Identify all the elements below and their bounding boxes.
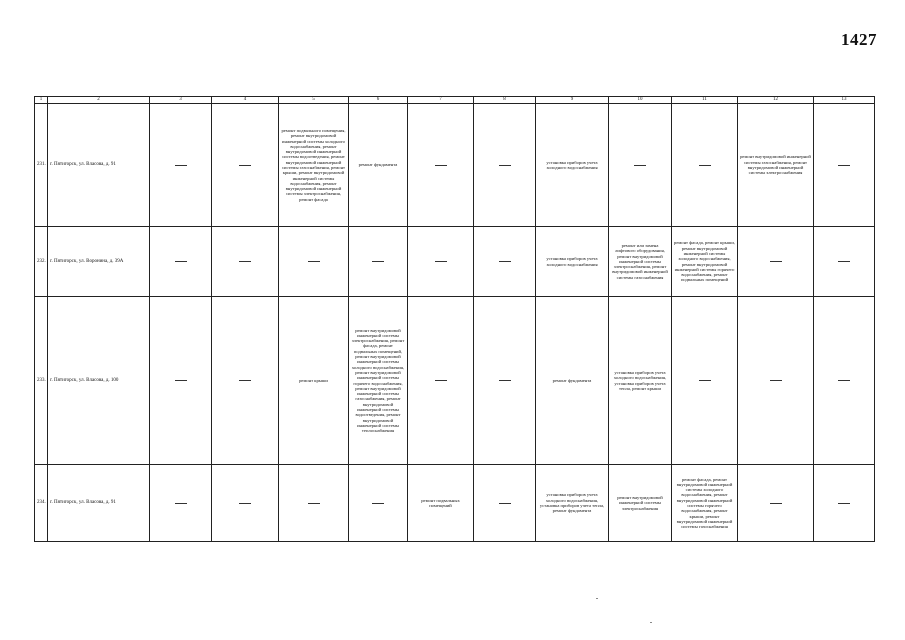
work-cell [609,465,672,542]
column-number: 5 [279,97,349,104]
empty-cell [212,465,279,542]
dash-mark [499,261,511,262]
work-text: установка приборов учета холодного водоснабжения [546,159,598,170]
dash-mark [838,380,850,381]
empty-cell [408,297,474,465]
empty-cell [474,104,536,227]
column-number: 1 [35,97,48,104]
table-row [35,297,875,465]
row-number: 233. [35,297,48,465]
address-cell: г. Пятигорск, ул. Власова, д. 91 [48,104,150,227]
dash-mark [239,165,251,166]
column-number: 4 [212,97,279,104]
work-cell [672,227,738,297]
empty-cell [349,227,408,297]
work-cell [738,104,814,227]
empty-cell [474,297,536,465]
work-text: установка приборов учета холодного водоснабжения, установка приборов учета тепла, ремонт крыши [613,369,667,391]
work-cell [536,227,609,297]
column-number: 2 [48,97,150,104]
dash-mark [308,261,320,262]
dash-mark [770,261,782,262]
page-number: 1427 [841,30,877,49]
dash-mark [435,165,447,166]
empty-cell [814,104,875,227]
empty-cell [349,465,408,542]
work-cell [349,104,408,227]
dash-mark [372,261,384,262]
dash-mark [239,503,251,504]
address-cell: г. Пятигорск, ул. Власова, д. 100 [48,297,150,465]
work-text: ремонт фундамента [552,377,592,383]
scan-speck [650,622,652,623]
work-cell [672,465,738,542]
scan-speck [596,598,598,599]
dash-mark [435,380,447,381]
dash-mark [175,380,187,381]
dash-mark [838,503,850,504]
work-cell [279,297,349,465]
work-text: ремонт фасада, ремонт крыши, ремонт внутридомовой инженерной системы холодного водоснабжения, ремонт внутридомовой инженерной системы горячего водоснабжения, ремонт подвальных помещений [674,240,735,283]
work-text: ремонт крыши [299,377,328,383]
dash-mark [699,380,711,381]
column-number: 3 [150,97,212,104]
empty-cell [279,465,349,542]
dash-mark [499,165,511,166]
dash-mark [499,503,511,504]
empty-cell [672,297,738,465]
dash-mark [838,165,850,166]
column-number: 10 [609,97,672,104]
work-text: ремонт внутридомовой инженерной системы газоснабжения, ремонт внутридомовой инженерной системы электроснабжения [740,154,811,176]
empty-cell [212,227,279,297]
empty-cell [474,465,536,542]
empty-cell [212,104,279,227]
dash-mark [499,380,511,381]
work-text: ремонт подвальных помещений [421,497,460,508]
work-cell [349,297,408,465]
table-row [35,104,875,227]
column-number: 13 [814,97,875,104]
dash-mark [175,165,187,166]
work-text: ремонт фасада, ремонт внутридомовой инженерной системы холодного водоснабжения, ремонт внутридомовой инженерной системы горячего водоснабжения, ремонт крыши, ремонт внутридомовой инженерной системы газоснабжения [676,476,733,530]
work-cell [609,227,672,297]
work-text: ремонт внутридомовой инженерной системы электроснабжения [617,495,663,511]
work-text: ремонт фундамента [358,162,398,168]
empty-cell [738,227,814,297]
capital-repair-table [34,96,875,542]
empty-cell [150,465,212,542]
row-number: 234. [35,465,48,542]
column-number: 11 [672,97,738,104]
dash-mark [770,503,782,504]
address-cell: г. Пятигорск, ул. Воронина, д. 39А [48,227,150,297]
work-text: ремонт внутридомовой инженерной системы электроснабжения, ремонт фасада, ремонт подвальных помещений, ремонт внутридомовой инженерной системы холодного водоснабжения, ремонт внутридомовой инженерной системы горячего водоснабжения, ремонт внутридомовой инженерной системы газоснабжения, ремонт внутридомовой инженерной системы водоотведения, ремонт внутридомовой инженерной системы теплоснабжения [351,327,405,434]
empty-cell [672,104,738,227]
table-row [35,227,875,297]
empty-cell [814,465,875,542]
empty-cell [474,227,536,297]
empty-cell [150,227,212,297]
work-cell [536,104,609,227]
empty-cell [609,104,672,227]
dash-mark [239,380,251,381]
empty-cell [150,297,212,465]
column-number: 7 [408,97,474,104]
row-number: 231. [35,104,48,227]
column-number: 8 [474,97,536,104]
dash-mark [175,503,187,504]
dash-mark [634,165,646,166]
column-number: 9 [536,97,609,104]
work-text: установка приборов учета холодного водоснабжения, установка приборов учета тепла, ремонт фундамента [539,492,605,514]
dash-mark [308,503,320,504]
empty-cell [738,465,814,542]
work-text: ремонт или замена лифтового оборудования, ремонт внутридомовой инженерной системы электроснабжения, ремонт внутридомовой инженерной системы газоснабжения [612,242,668,280]
dash-mark [372,503,384,504]
empty-cell [212,297,279,465]
empty-cell [814,297,875,465]
empty-cell [279,227,349,297]
column-number: 6 [349,97,408,104]
work-cell [609,297,672,465]
dash-mark [838,261,850,262]
dash-mark [175,261,187,262]
column-number-row [35,97,875,104]
column-number: 12 [738,97,814,104]
dash-mark [770,380,782,381]
dash-mark [699,165,711,166]
dash-mark [435,261,447,262]
empty-cell [814,227,875,297]
empty-cell [408,104,474,227]
work-cell [279,104,349,227]
work-cell [536,465,609,542]
work-text: ремонт подвального помещения, ремонт внутридомовой инженерной системы холодного водоснабжения, ремонт внутридомовой инженерной системы водоотведения, ремонт внутридомовой инженерной системы газоснабжения, ремонт крыши, ремонт внутридомовой инженерной системы водоснабжения, ремонт внутридомовой инженерной системы электроснабжения, ремонт фасада [281,127,346,202]
address-cell: г. Пятигорск, ул. Власова, д. 91 [48,465,150,542]
empty-cell [738,297,814,465]
work-cell [536,297,609,465]
empty-cell [408,227,474,297]
work-text: установка приборов учета холодного водоснабжения [546,256,598,267]
work-cell [408,465,474,542]
row-number: 232. [35,227,48,297]
table-row [35,465,875,542]
empty-cell [150,104,212,227]
dash-mark [239,261,251,262]
